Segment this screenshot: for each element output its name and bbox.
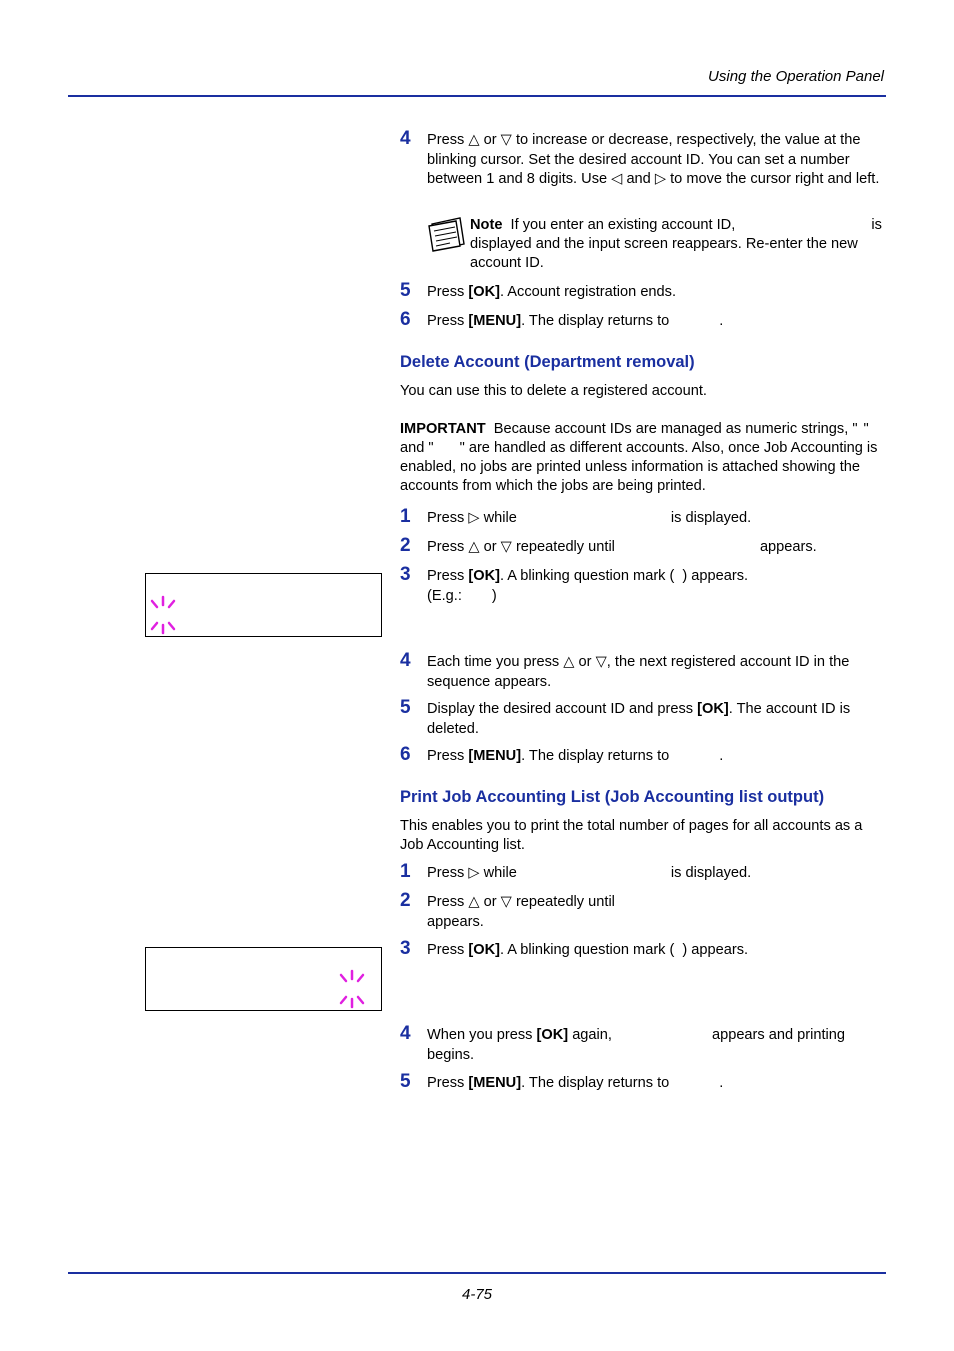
header-rule	[68, 95, 886, 97]
step-number: 3	[400, 938, 411, 959]
step-number: 6	[400, 744, 411, 765]
s1-step-4	[400, 128, 884, 190]
step-text: Press	[427, 313, 469, 329]
example-text-a: (E.g.:	[427, 587, 462, 604]
lcd-display-delete	[145, 573, 382, 637]
step-number: 5	[400, 1071, 411, 1092]
important-label: IMPORTANT	[400, 421, 486, 437]
note-pad-icon	[426, 216, 466, 252]
step-text: appears and printing begins.	[427, 1027, 846, 1063]
step-text: Press △ or ▽ repeatedly until	[427, 539, 615, 555]
step-text: Press △ or ▽ repeatedly until	[427, 894, 615, 910]
section-heading-print-job-accounting: Print Job Accounting List (Job Accounting list output)	[400, 788, 825, 806]
s2-step-6	[400, 744, 884, 767]
example-text-b: )	[491, 587, 497, 604]
s2-step-5	[400, 697, 884, 739]
ok-key: [OK]	[468, 284, 500, 300]
step-text: is displayed.	[670, 865, 752, 881]
step-number: 3	[400, 564, 411, 585]
important-block	[400, 420, 884, 496]
s3-step-3	[400, 938, 884, 961]
step-text: Press	[427, 568, 469, 584]
step-text: . A blinking question mark (	[499, 942, 675, 958]
step-number: 4	[400, 128, 411, 149]
menu-key: [MENU]	[468, 748, 522, 764]
section-intro: This enables you to print the total number of pages for all accounts as a Job Accounting list.	[400, 818, 863, 853]
step-text: is displayed.	[670, 510, 752, 526]
step-number: 4	[400, 1023, 411, 1044]
step-text: Display the desired account ID and press	[427, 701, 698, 717]
section-intro: You can use this to delete a registered account.	[400, 383, 707, 399]
step-number: 2	[400, 535, 411, 556]
step-text: ) appears.	[682, 568, 749, 584]
s3-step-2	[400, 890, 884, 932]
step-text: When you press	[427, 1027, 537, 1043]
s3-step-1	[400, 861, 884, 884]
s1-step-5	[400, 280, 884, 303]
step-text: . The display returns to	[521, 748, 670, 764]
s3-step-5	[400, 1071, 884, 1094]
important-text-a: Because account IDs are managed as numeric strings, "	[493, 421, 858, 437]
step-text: Press	[427, 1075, 469, 1091]
header-title: Using the Operation Panel	[708, 68, 884, 85]
step-number: 2	[400, 890, 411, 911]
ok-key: [OK]	[468, 568, 500, 584]
blinking-cursor-icon	[148, 595, 178, 635]
step-number: 5	[400, 280, 411, 301]
step-text-end: .	[719, 1075, 724, 1091]
step-text: ) appears.	[682, 942, 749, 958]
important-text-c: " are handled as different accounts. Also, once Job Accounting is enabled, no jobs are printed unless information is attached showing the accounts from which the jobs are being printed.	[400, 440, 878, 494]
step-text: Each time you press △ or ▽, the next registered account ID in the sequence appears.	[427, 654, 850, 690]
s2-step-1	[400, 506, 884, 529]
s2-step-4	[400, 650, 884, 692]
page-number: 4-75	[461, 1286, 493, 1303]
note-text-a: If you enter an existing account ID,	[510, 217, 736, 233]
step-number: 5	[400, 697, 411, 718]
step-text-end: .	[719, 748, 724, 764]
s1-step-6	[400, 309, 884, 332]
note-label: Note	[470, 217, 503, 233]
step-text: Press	[427, 748, 469, 764]
ok-key: [OK]	[697, 701, 729, 717]
footer-rule	[68, 1272, 886, 1274]
step-text: . Account registration ends.	[499, 284, 677, 300]
step-text: appears.	[759, 539, 817, 555]
step-text: appears.	[427, 913, 484, 930]
step-text: Press △ or ▽ to increase or decrease, respectively, the value at the blinking cursor. Set the desired account ID. You can set a number between 1 and 8 digits. Use ◁ and ▷ to move the cursor right and left.	[427, 132, 880, 187]
step-text: . A blinking question mark (	[499, 568, 675, 584]
section-heading-delete-account: Delete Account (Department removal)	[400, 353, 695, 371]
step-text: Press ▷ while	[427, 510, 517, 526]
step-text: . The display returns to	[521, 313, 670, 329]
step-number: 6	[400, 309, 411, 330]
ok-key: [OK]	[536, 1027, 569, 1043]
step-text: . The display returns to	[521, 1075, 670, 1091]
important-text-b: " and "	[400, 421, 869, 456]
step-text: Press	[427, 284, 469, 300]
lcd-display-print-list	[145, 947, 382, 1011]
step-number: 4	[400, 650, 411, 671]
step-text-end: .	[719, 313, 724, 329]
s2-step-2	[400, 535, 884, 558]
step-text: Press ▷ while	[427, 865, 517, 881]
step-text: Press	[427, 942, 469, 958]
note-text-b: is displayed and the input screen reappears. Re-enter the new account ID.	[470, 217, 882, 271]
menu-key: [MENU]	[468, 1075, 522, 1091]
step-number: 1	[400, 506, 411, 527]
step-text: . The account ID is deleted.	[427, 701, 851, 737]
s2-step-3	[400, 564, 884, 606]
s3-step-4	[400, 1023, 884, 1065]
menu-key: [MENU]	[468, 313, 522, 329]
ok-key: [OK]	[468, 942, 500, 958]
note	[470, 216, 884, 273]
step-text: again,	[568, 1027, 612, 1043]
blinking-cursor-icon	[337, 969, 367, 1009]
step-number: 1	[400, 861, 411, 882]
